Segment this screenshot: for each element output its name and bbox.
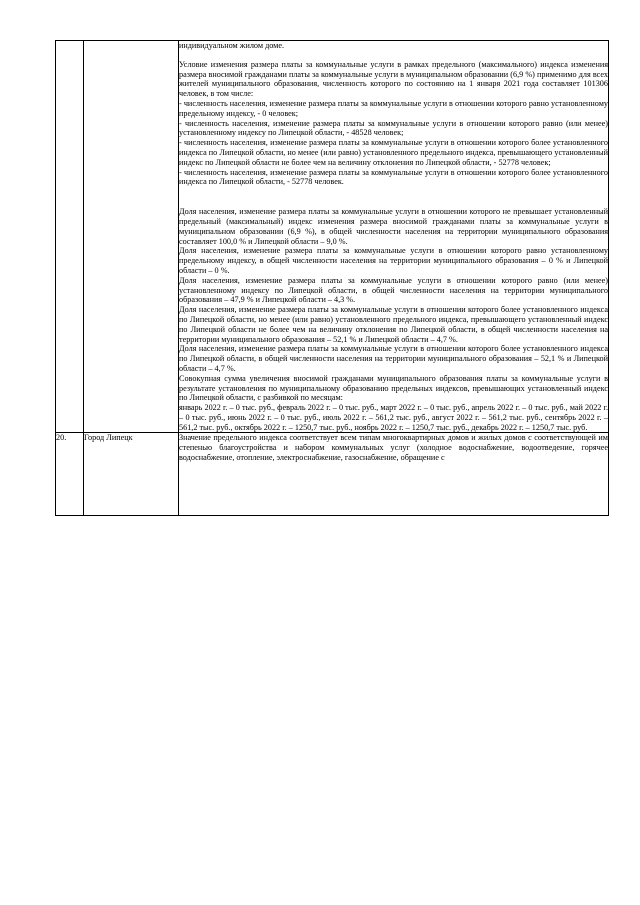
description-cell	[179, 433, 609, 516]
paragraph: Доля населения, изменение размера платы за коммунальные услуги в отношении которого более установленного индекса по Липецкой области, в общей численности населения на территории муниципального образования – 52,1 % и Липецкой области – 4,7 %.	[179, 344, 608, 373]
paragraph: Значение предельного индекса соответствует всем типам многоквартирных домов и жилых домов с соответствующей им степенью благоустройства и набором коммунальных услуг (холодное водоснабжение, водоотведение, горячее водоснабжение, отопление, электроснабжение, газоснабжение, обращение с	[179, 433, 608, 463]
paragraph: Условие изменения размера платы за коммунальные услуги в рамках предельного (максимального) индекса изменения размера вносимой гражданами платы за коммунальные услуги в муниципальном образовании (6,9 %) применимо для всех жителей муниципального образования, численность которого по состоянию на 1 января 2021 года составляет 101306 человек, в том числе:	[179, 59, 608, 99]
paragraph: индивидуальном жилом доме.	[179, 41, 285, 50]
paragraph: - численность населения, изменение размера платы за коммунальные услуги в отношении которого равно установленному предельному индексу, - 0 человек;	[179, 98, 608, 118]
paragraph: Совокупная сумма увеличения вносимой гражданами муниципального образования платы за коммунальные услуги в результате установления по муниципальному образованию предельных индексов, превышающих установленный индекс по Липецкой области, с разбивкой по месяцам:	[179, 373, 608, 403]
row-number-cell	[56, 41, 84, 433]
paragraph: - численность населения, изменение размера платы за коммунальные услуги в отношении которого более установленного индекса по Липецкой области, но менее (или равно) установленного предельного индекса, превышающего установленный индекс по Липецкой области не более чем на величину отклонения по Липецкой области, - 52778 человек;	[179, 138, 608, 167]
paragraph: - численность населения, изменение размера платы за коммунальные услуги в отношении которого более установленного индекса по Липецкой области, - 52778 человек.	[179, 167, 608, 187]
table-row	[56, 41, 609, 433]
paragraph: Доля населения, изменение размера платы за коммунальные услуги в отношении которого не превышает установленный предельный (максимальный) индекс изменения размера вносимой гражданами платы за коммунальные услуги в муниципальном образовании (6,9 %), в общей численности населения на территории муниципального образования составляет 100,0 % и Липецкой области – 9,0 %.	[179, 207, 608, 246]
paragraph: - численность населения, изменение размера платы за коммунальные услуги в отношении которого равно (или менее) установленному индексу по Липецкой области, - 48528 человек;	[179, 118, 608, 138]
description-cell	[179, 41, 609, 433]
paragraph: Доля населения, изменение размера платы за коммунальные услуги в отношении которого равно установленному предельному индексу, в общей численности населения на территории муниципального образования – 0 % и Липецкой области – 0 %.	[179, 246, 608, 275]
table-row	[56, 433, 609, 516]
paragraph: Доля населения, изменение размера платы за коммунальные услуги в отношении которого более установленного индекса по Липецкой области, но менее (или равно) установленного предельного индекса, превышающего установленный индекс по Липецкой области не более чем на величину отклонения по Липецкой области, в общей численности населения на территории муниципального образования – 52,1 % и Липецкой области – 4,7 %.	[179, 305, 608, 344]
paragraph: Доля населения, изменение размера платы за коммунальные услуги в отношении которого равно (или менее) установленному индексу по Липецкой области, в общей численности населения на территории муниципального образования – 47,9 % и Липецкой области – 4,3 %.	[179, 275, 608, 305]
paragraph: январь 2022 г. – 0 тыс. руб., февраль 2022 г. – 0 тыс. руб., март 2022 г. – 0 тыс. руб., апрель 2022 г. – 0 тыс. руб., май 2022 г. – 0 тыс. руб., июнь 2022 г. – 0 тыс. руб., июль 2022 г. – 561,2 тыс. руб., август 2022 г. – 561,2 тыс. руб., сентябрь 2022 г. – 561,2 тыс. руб., октябрь 2022 г. – 1250,7 тыс. руб., ноябрь 2022 г. – 1250,7 тыс. руб., декабрь 2022 г. – 1250,7 тыс. руб.	[179, 403, 608, 432]
municipality-name-cell	[84, 41, 179, 433]
row-number-cell: 20.	[56, 433, 84, 516]
municipal-index-table	[55, 40, 609, 516]
municipality-name-cell: Город Липецк	[84, 433, 179, 516]
